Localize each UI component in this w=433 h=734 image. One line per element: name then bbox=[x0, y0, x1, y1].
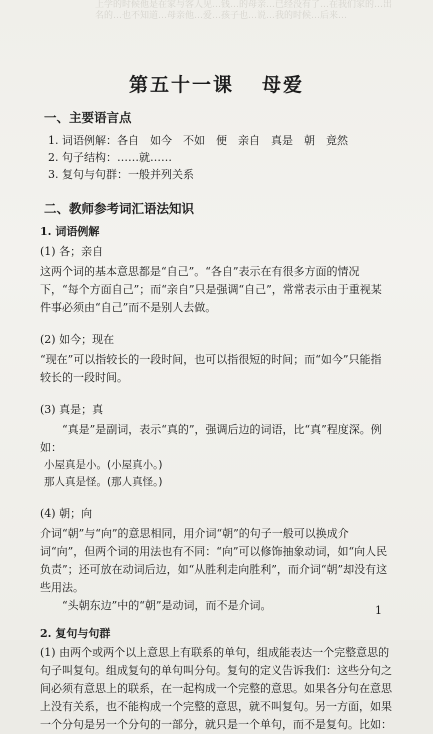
list-item: 2. 句子结构：……就…… bbox=[48, 151, 172, 164]
page-number: 1 bbox=[375, 604, 382, 617]
lesson-name: 母爱 bbox=[262, 74, 305, 96]
list-item: 3. 复句与句群：一般并列关系 bbox=[48, 168, 194, 181]
entry-text: 这两个词的基本意思都是“自己”。“各自”表示在有很多方面的情况下，“每个方面自己”；而“亲自”只是强调“自己”，常常表示由于重视某件事必须由“自己”而不是别人去做。 bbox=[40, 265, 382, 314]
example-sentence: 小屋真是小。(小屋真小。) bbox=[44, 459, 163, 471]
content bbox=[40, 104, 392, 734]
list-item: 1. 词语例解：各自 如今 不如 便 亲自 真是 朝 竟然 bbox=[48, 134, 348, 147]
section-heading: 一、主要语言点 bbox=[44, 110, 132, 125]
entry-text: 介词“朝”与“向”的意思相同，用介词“朝”的句子一般可以换成介词“向”，但两个词的用法也有不同：“向”可以修饰抽象动词，如“向人民负责”；还可放在动词后边，如“从胜利走向胜利”，而介词“朝”却没有这些用法。 bbox=[40, 527, 388, 594]
entry-label: (3) 真是；真 bbox=[40, 403, 104, 416]
entry-text: “现在”可以指较长的一段时间，也可以指很短的时间；而“如今”只能指较长的一段时间。 bbox=[40, 353, 382, 384]
lesson-number: 第五十一课 bbox=[128, 74, 234, 96]
example-sentence: 那人真是怪。(那人真怪。) bbox=[44, 476, 163, 488]
entry-text: “头朝东边”中的“朝”是动词，而不是介词。 bbox=[62, 599, 272, 612]
paragraph: (1) 由两个或两个以上意思上有联系的单句，组成能表达一个完整意思的句子叫复句。组成复句的单句叫分句。复句的定义告诉我们：这些分句之间必须有意思上的联系，在一起构成一个完整的意思。如果各分句在意思上没有关系，也不能构成一个完整的意思，就不叫复句。另一方面，如果一个分句是另一个分句的一部分，就只是一个单句，而不是复句。比如： bbox=[40, 646, 392, 731]
entry-label: (4) 朝；向 bbox=[40, 507, 93, 520]
entry-label: (2) 如今；现在 bbox=[40, 333, 115, 346]
subsection-heading: 1. 词语例解 bbox=[40, 225, 100, 238]
entry-label: (1) 各；亲自 bbox=[40, 245, 104, 258]
subsection-heading: 2. 复句与句群 bbox=[40, 627, 111, 640]
section-heading: 二、教师参考词汇语法知识 bbox=[44, 201, 195, 216]
bleed-through-text: 上学的时候他是在家与客人见…钱…的母亲…已经没有了…在我们家的…出名的…也不知道…母亲他…爱…孩子也…说…我的时候…后来… bbox=[95, 0, 393, 21]
lesson-title bbox=[0, 70, 433, 97]
entry-text: “真是”是副词，表示“真的”，强调后边的词语，比“真”程度深。例如： bbox=[40, 423, 382, 454]
